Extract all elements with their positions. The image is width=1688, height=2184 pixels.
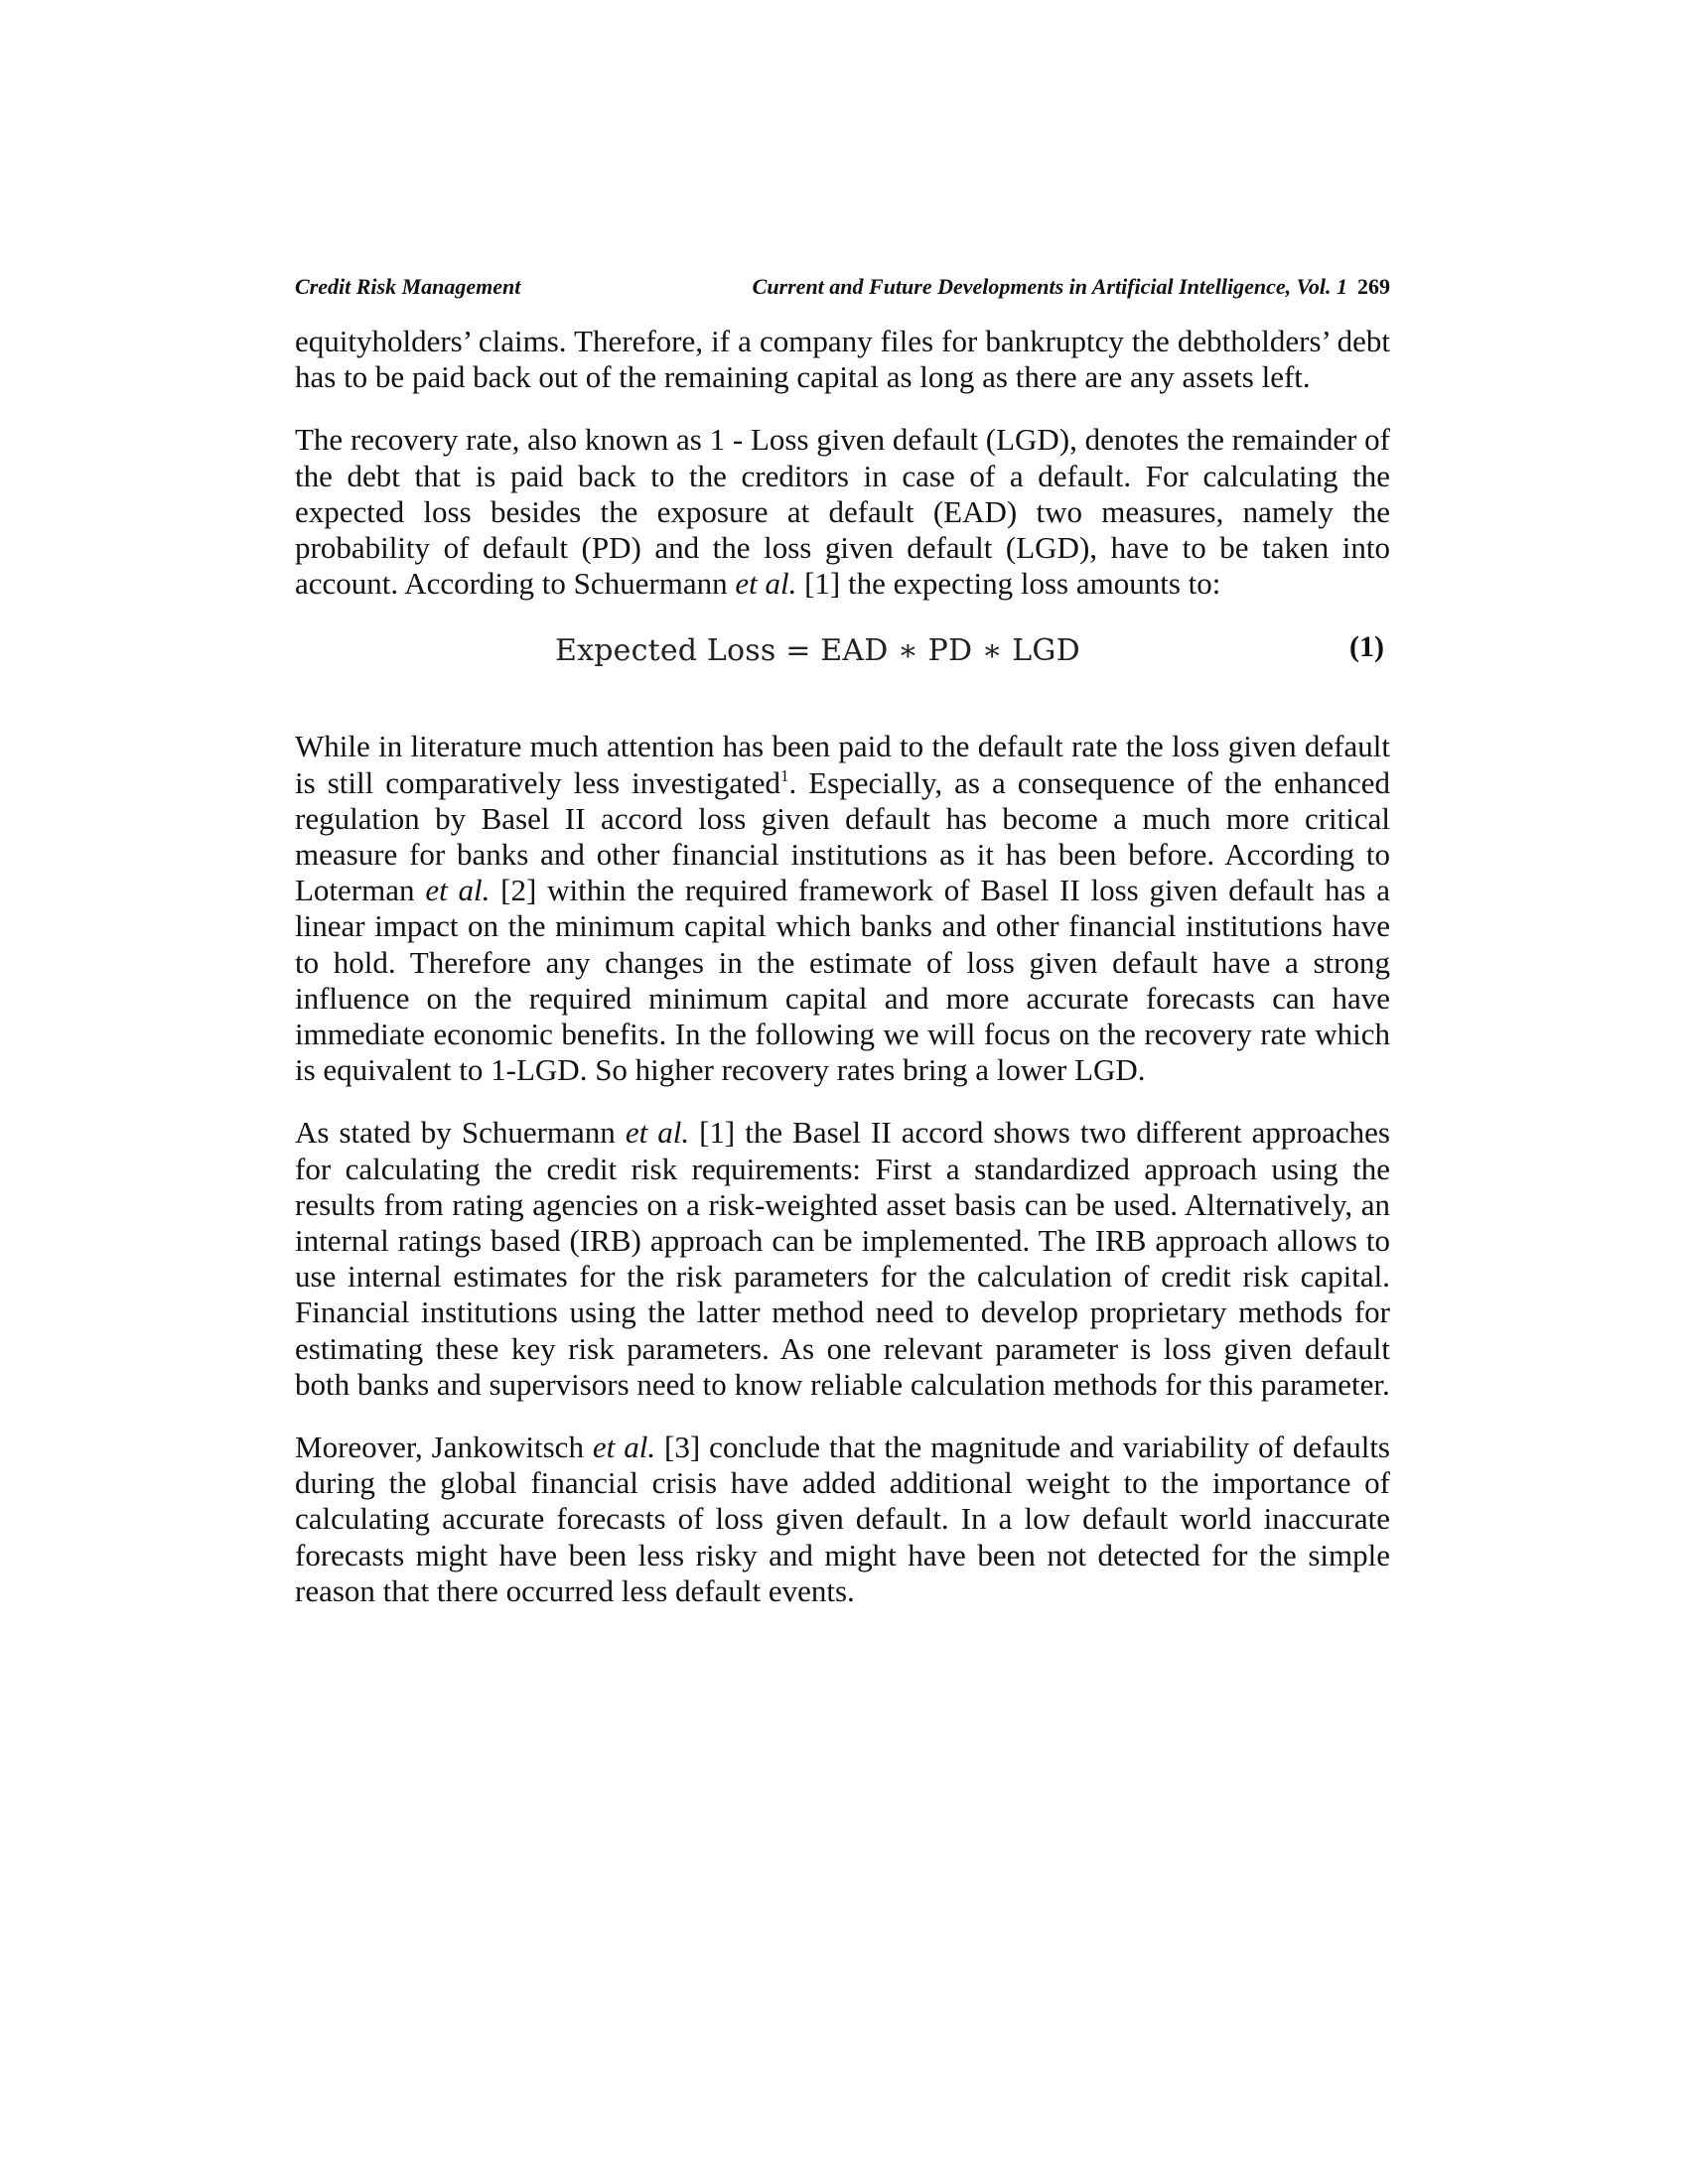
citation-etal: et al.: [625, 1115, 690, 1151]
paragraph-5: [295, 1430, 1390, 1609]
paragraph-5-text-b: [3] conclude that the magnitude and variability of defaults during the global financial crisis have added additional weight to the importance of calculating accurate forecasts of loss given default. In a low default world inaccurate forecasts might have been less risky and might have been not detected for the simple reason that there occurred less default events.: [295, 1430, 1390, 1608]
citation-etal: et al.: [425, 873, 491, 908]
paragraph-3-text-a: While in literature much attention has been paid to the default rate the loss given default is still comparatively less investigated: [295, 729, 1390, 800]
paragraph-3: [295, 729, 1390, 1088]
paragraph-1: equityholders’ claims. Therefore, if a company files for bankruptcy the debtholders’ debt has to be paid back out of the remaining capital as long as there are any assets left.: [295, 324, 1390, 395]
paragraph-3-text-b: . Especially, as a consequence of the enhanced regulation by Basel II accord loss given default has become a much more critical measure for banks and other financial institutions as it has been before. According to Loterman: [295, 764, 1390, 908]
paragraph-2-text-a: The recovery rate, also known as 1 - Loss given default (LGD), denotes the remainder of the debt that is paid back to the creditors in case of a default. For calculating the expected loss besides the exposure at default (EAD) two measures, namely the probability of default (PD) and the loss given default (LGD), have to be taken into account. According to Schuermann: [295, 422, 1390, 602]
paragraph-2: [295, 422, 1390, 602]
paragraph-4-text-b: [1] the Basel II accord shows two different approaches for calculating the credit risk requirements: First a standardized approach using the results from rating agencies on a risk-weighted asset basis can be used. Alternatively, an internal ratings based (IRB) approach can be implemented. The IRB approach allows to use internal estimates for the risk parameters for the calculation of credit risk capital. Financial institutions using the latter method need to develop proprietary methods for estimating these key risk parameters. As one relevant parameter is loss given default both banks and supervisors need to know reliable calculation methods for this parameter.: [295, 1115, 1391, 1402]
citation-etal: et al.: [735, 566, 797, 602]
header-chapter-title: Credit Risk Management: [295, 274, 521, 299]
footnote-marker[interactable]: 1: [779, 765, 789, 785]
equation-number: (1): [1349, 630, 1384, 664]
header-book-info: [753, 272, 1390, 302]
header-book-title: Current and Future Developments in Artificial Intelligence, Vol. 1: [752, 274, 1347, 299]
body-text: [295, 324, 1390, 1636]
page-number: 269: [1357, 274, 1390, 299]
equation-1: [295, 623, 1390, 687]
paragraph-2-text-b: [1] the expecting loss amounts to:: [796, 566, 1221, 602]
paragraph-3-text-c: [2] within the required framework of Basel II loss given default has a linear impact on the minimum capital which banks and other financial institutions have to hold. Therefore any changes in the estimate of loss given default have a strong influence on the required minimum capital and more accurate forecasts can have immediate economic benefits. In the following we will focus on the recovery rate which is equivalent to 1-LGD. So higher recovery rates bring a lower LGD.: [295, 873, 1390, 1088]
citation-etal: et al.: [592, 1430, 656, 1465]
equation-expression: Expected Loss = EAD ∗ PD ∗ LGD: [555, 633, 1080, 669]
paragraph-4: [295, 1115, 1390, 1403]
paragraph-5-text-a: Moreover, Jankowitsch: [295, 1430, 593, 1465]
paragraph-4-text-a: As stated by Schuermann: [295, 1115, 626, 1151]
